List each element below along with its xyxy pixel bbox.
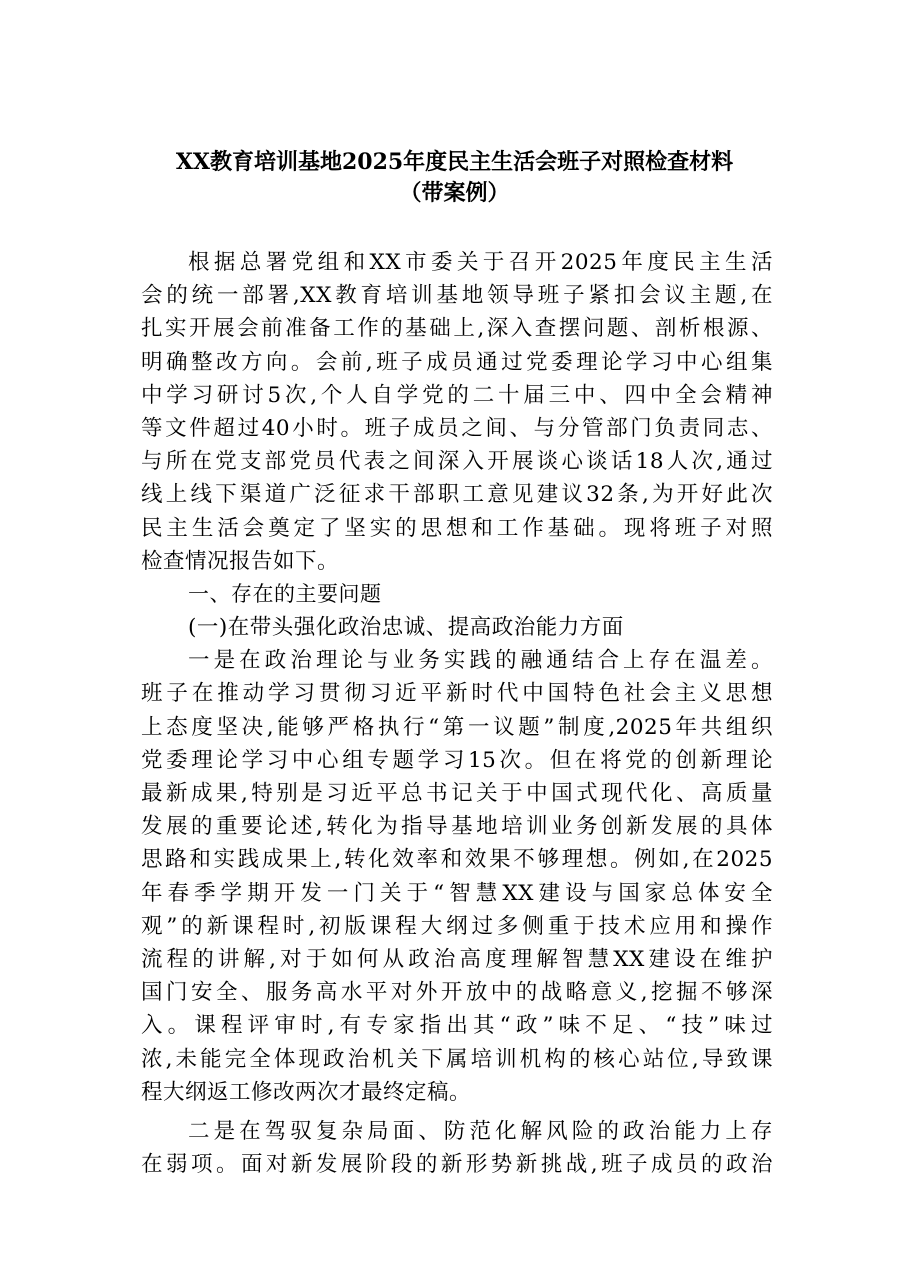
text-line: 明确整改方向。会前,班子成员通过党委理论学习中心组集 [141, 349, 773, 375]
text-line: 中学习研讨5次,个人自学党的二十届三中、四中全会精神 [141, 382, 773, 408]
text-line: 根据总署党组和XX市委关于召开2025年度民主生活 [188, 250, 773, 275]
text-line: 线上线下渠道广泛征求干部职工意见建议32条,为开好此次 [141, 482, 773, 508]
section-heading: 一、存在的主要问题 [188, 581, 382, 606]
text-line: 上态度坚决,能够严格执行“第一议题”制度,2025年共组织 [141, 714, 773, 740]
subsection-heading: (一)在带头强化政治忠诚、提高政治能力方面 [188, 615, 624, 641]
text-line: 浓,未能完全体现政治机关下属培训机构的核心站位,导致课 [141, 1046, 773, 1072]
paragraph-1 [141, 644, 773, 1109]
intro-paragraph [141, 246, 773, 578]
text-line: 班子在推动学习贯彻习近平新时代中国特色社会主义思想 [141, 681, 773, 707]
text-line: 思路和实践成果上,转化效率和效果不够理想。例如,在2025 [141, 847, 773, 873]
text-line: 等文件超过40小时。班子成员之间、与分管部门负责同志、 [141, 415, 773, 441]
text-line: 党委理论学习中心组专题学习15次。但在将党的创新理论 [141, 747, 773, 773]
text-line: 程大纲返工修改两次才最终定稿。 [141, 1079, 472, 1105]
text-line: 民主生活会奠定了坚实的思想和工作基础。现将班子对照 [141, 515, 773, 541]
document-subtitle: （带案例） [399, 180, 510, 206]
text-line: 发展的重要论述,转化为指导基地培训业务创新发展的具体 [141, 814, 773, 840]
text-line: 与所在党支部党员代表之间深入开展谈心谈话18人次,通过 [141, 449, 773, 475]
text-line: 会的统一部署,XX教育培训基地领导班子紧扣会议主题,在 [141, 283, 773, 309]
text-line: 最新成果,特别是习近平总书记关于中国式现代化、高质量 [141, 781, 773, 806]
text-line: 二是在驾驭复杂局面、防范化解风险的政治能力上存 [188, 1118, 773, 1144]
text-line: 在弱项。面对新发展阶段的新形势新挑战,班子成员的政治 [141, 1152, 773, 1178]
paragraph-2 [141, 1115, 773, 1181]
document-body [141, 246, 773, 1181]
text-line: 入。课程评审时,有专家指出其“政”味不足、“技”味过 [141, 1013, 773, 1039]
document-title: XX教育培训基地2025年度民主生活会班子对照检查材料 [175, 149, 734, 175]
text-line: 国门安全、服务高水平对外开放中的战略意义,挖掘不够深 [141, 980, 773, 1006]
text-line: 观”的新课程时,初版课程大纲过多侧重于技术应用和操作 [141, 913, 773, 939]
text-line: 检查情况报告如下。 [141, 548, 340, 574]
text-line: 年春季学期开发一门关于“智慧XX建设与国家总体安全 [141, 880, 773, 906]
text-line: 一是在政治理论与业务实践的融通结合上存在温差。 [188, 648, 773, 674]
text-line: 扎实开展会前准备工作的基础上,深入查摆问题、剖析根源、 [141, 316, 773, 342]
text-line: 流程的讲解,对于如何从政治高度理解智慧XX建设在维护 [141, 946, 773, 972]
